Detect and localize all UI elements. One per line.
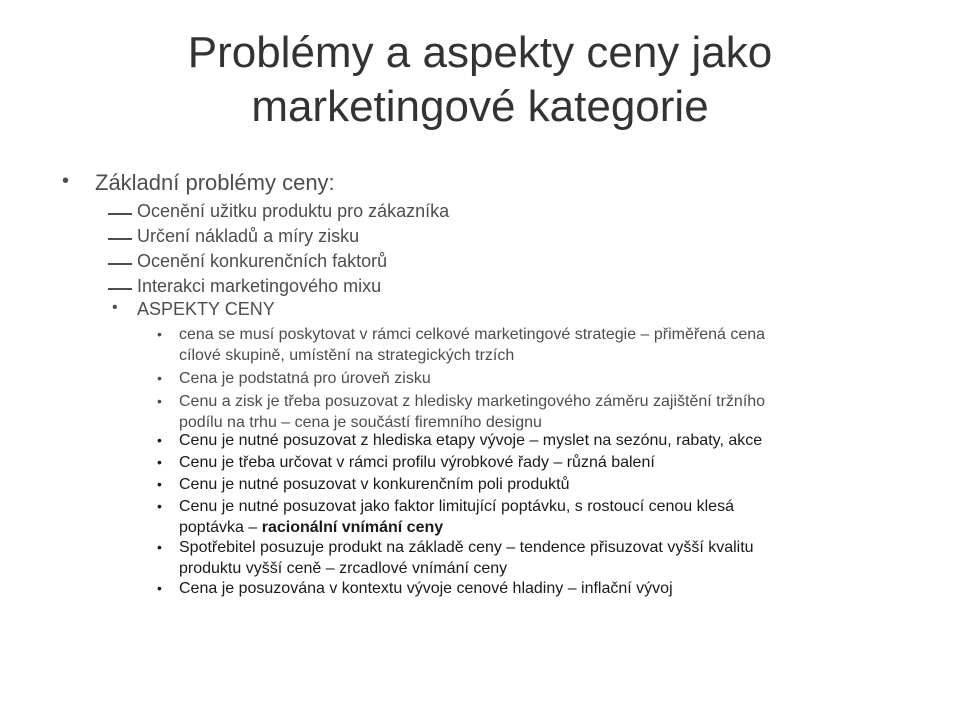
aspects-heading: ASPEKTY CENY [137,299,275,319]
bullet-dot-icon: • [157,393,162,409]
bullet-dot-icon: • [157,326,162,342]
problem-item-text: Určení nákladů a míry zisku [137,226,360,246]
basic-problems-heading: Základní problémy ceny: [95,170,335,195]
bullet-dot-icon: • [157,539,162,555]
bullet-dot-icon: • [157,432,162,448]
bullet-dot-icon: • [62,170,70,192]
problem-item-text: Ocenění konkurenčních faktorů [137,251,388,271]
aspect-item-text: Cenu a zisk je třeba posuzovat z hledisky marketingového záměru zajištění tržního podílu na trhu – cena je součástí firemního designu [179,393,766,431]
aspect-item-text: Cenu je třeba určovat v rámci profilu výrobkové řady – různá balení [179,454,655,471]
bullet-dot-icon: • [157,498,162,514]
dash-icon [108,288,132,290]
bullet-dot-icon: • [157,580,162,596]
aspect-item-text: Spotřebitel posuzuje produkt na základě ceny – tendence přisuzovat vyšší kvalitu produktu vyšší ceně – zrcadlové vnímání ceny [179,539,754,577]
bullet-dot-icon: • [157,370,162,386]
problem-item-text: Ocenění užitku produktu pro zákazníka [137,201,450,221]
bullet-dot-icon: • [112,299,118,316]
slide-title-line1: Problémy a aspekty ceny jako [187,28,773,77]
bold-emphasis: racionální vnímání ceny [261,519,444,536]
dash-icon [108,238,132,240]
dash-icon [108,263,132,265]
slide-title [40,26,920,134]
dash-icon [108,213,132,215]
slide-title-line2: marketingové kategorie [251,82,709,131]
problem-item-text: Interakci marketingového mixu [137,276,382,296]
aspect-item-text: Cena je podstatná pro úroveň zisku [179,370,431,387]
bullet-dot-icon: • [157,476,162,492]
aspect-item-text: Cena je posuzována v kontextu vývoje cenové hladiny – inflační vývoj [179,580,673,597]
aspect-item-text: Cenu je nutné posuzovat v konkurenčním poli produktů [179,476,570,493]
aspect-item-text: Cenu je nutné posuzovat jako faktor limitující poptávku, s rostoucí cenou klesá poptávka – racionální vnímání ceny [179,498,734,536]
aspect-item-text: cena se musí poskytovat v rámci celkové marketingové strategie – přiměřená cena cílové skupině, umístění na strategických trzích [179,326,766,364]
bullet-dot-icon: • [157,454,162,470]
aspect-item-text: Cenu je nutné posuzovat z hlediska etapy vývoje – myslet na sezónu, rabaty, akce [179,432,763,449]
